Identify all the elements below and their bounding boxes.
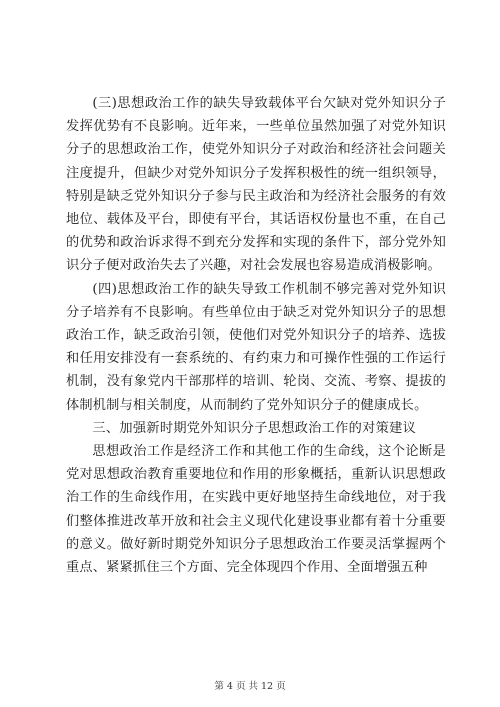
document-body: [66, 92, 446, 579]
paragraph-body: 思想政治工作是经济工作和其他工作的生命线，这个论断是党对思想政治教育重要地位和作用的形象概括，重新认识思想政治工作的生命线作用，在实践中更好地坚持生命线地位，对于我们整体推进改革开放和社会主义现代化建设事业都有着十分重要的意义。做好新时期党外知识分子思想政治工作要灵活掌握两个重点、紧紧抓住三个方面、完全体现四个作用、全面增强五种: [66, 444, 446, 576]
paragraph-section-4: (四)思想政治工作的缺失导致工作机制不够完善对党外知识分子培养有不良影响。有些单位由于缺乏对党外知识分子的思想政治工作，缺乏政治引领，使他们对党外知识分子的培养、选拔和任用安排没有一套系统的、有约束力和可操作性强的工作运行机制，没有象党内干部那样的培训、轮岗、交流、考察、提拔的体制机制与相关制度，从而制约了党外知识分子的健康成长。: [66, 281, 446, 413]
page-footer: 第 4 页 共 12 页: [214, 681, 286, 692]
section-heading: 三、加强新时期党外知识分子思想政治工作的对策建议: [92, 420, 417, 436]
paragraph-section-3: (三)思想政治工作的缺失导致载体平台欠缺对党外知识分子发挥优势有不良影响。近年来，一些单位虽然加强了对党外知识分子的思想政治工作，使党外知识分子对政治和经济社会问题关注度提升，但缺少对党外知识分子发挥积极性的统一组织领导，特别是缺乏党外知识分子参与民主政治和为经济社会服务的有效地位、载体及平台，即使有平台，其话语权份量也不重，在自己的优势和政治诉求得不到充分发挥和实现的条件下，部分党外知识分子便对政治失去了兴趣，对社会发展也容易造成消极影响。: [66, 96, 446, 274]
